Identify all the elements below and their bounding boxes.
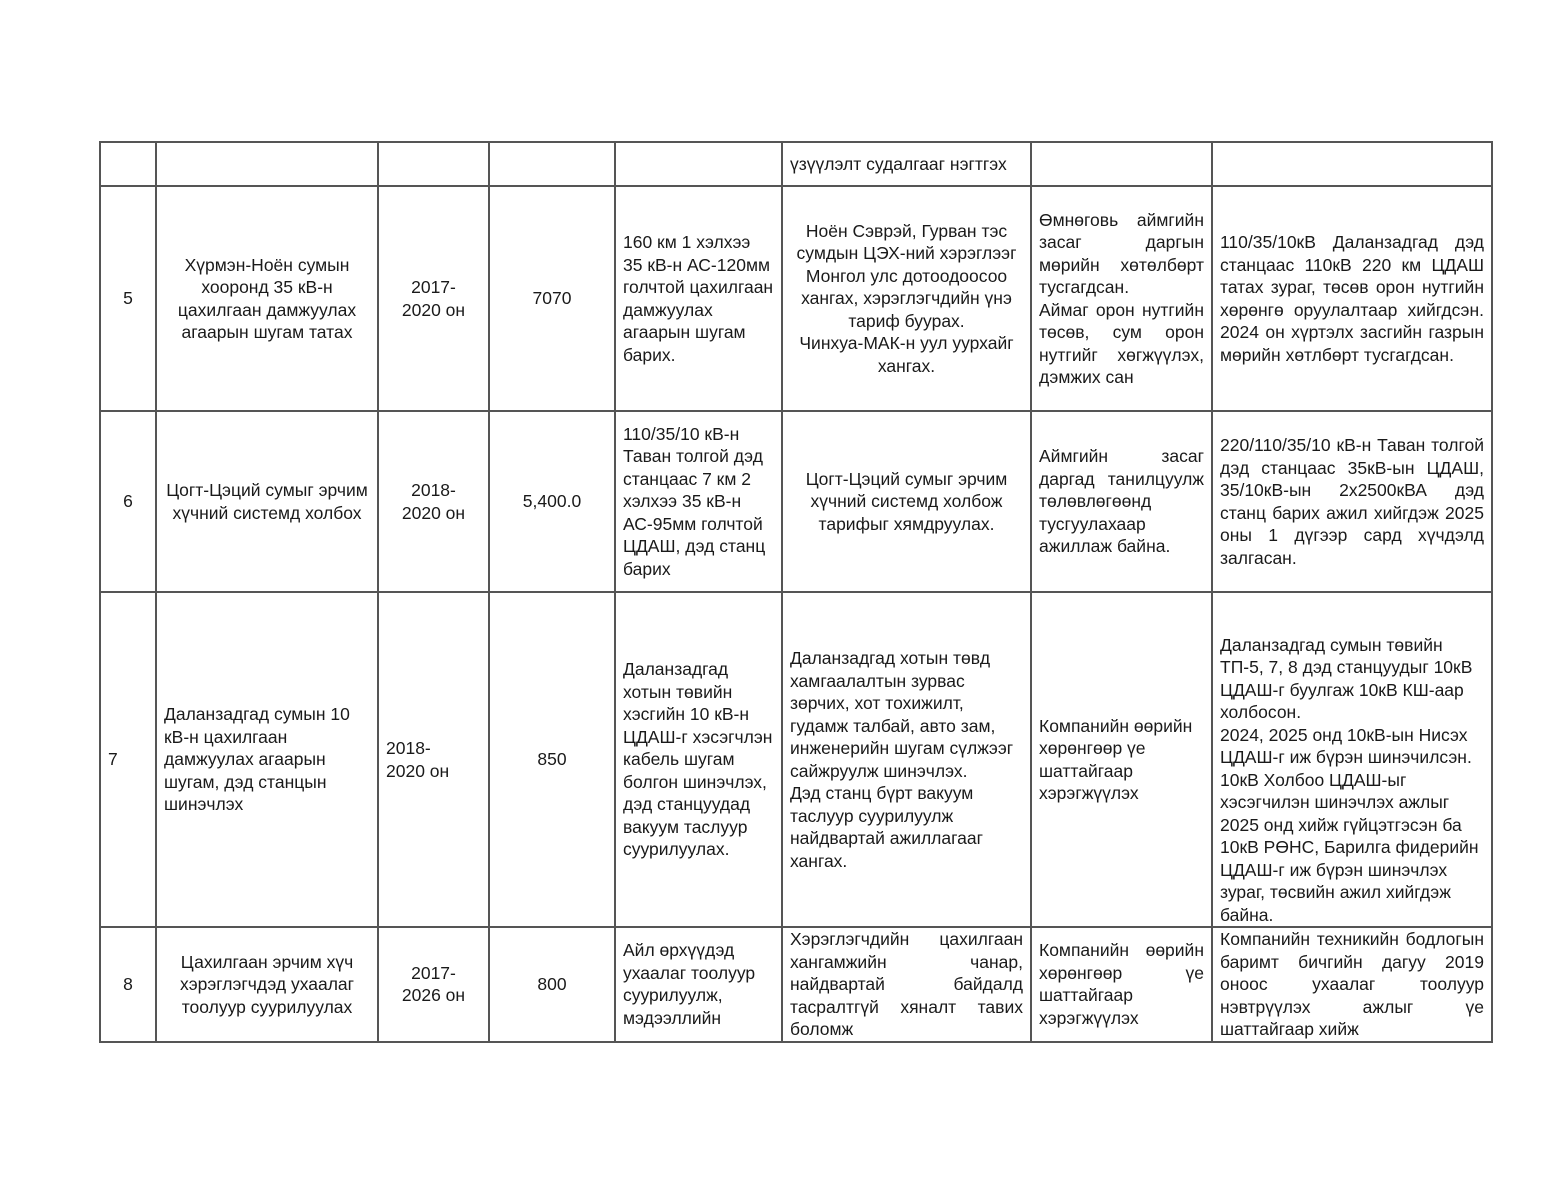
cell-status: Компанийн техникийн бодлогын баримт бичгийн дагуу 2019 оноос ухаалаг тоолуур нэвтрүүлэх ажлыг үе шаттайгаар хийж (1212, 927, 1492, 1042)
table-row (100, 411, 1492, 592)
cell-status: Даланзадгад сумын төвийн ТП-5, 7, 8 дэд станцуудыг 10кВ ЦДАШ-г буулгаж 10кВ КШ-аар холбосон. 2024, 2025 онд 10кВ-ын Нисэх ЦДАШ-г иж бүрэн шинэчилсэн. 10кВ Холбоо ЦДАШ-ыг хэсэгчилэн шинэчлэх ажлыг 2025 онд хийж гүйцэтгэсэн ба 10кВ РӨНС, Барилга фидерийн ЦДАШ-г иж бүрэн шинэчлэх зураг, төсвийн ажил хийгдэж байна. (1212, 592, 1492, 927)
cell-period (378, 142, 489, 186)
cell-funding: Компанийн өөрийн хөрөнгөөр үе шаттайгаар хэрэгжүүлэх (1031, 927, 1212, 1042)
cell-funding: Компанийн өөрийн хөрөнгөөр үе шаттайгаар хэрэгжүүлэх (1031, 592, 1212, 927)
cell-scope (615, 142, 782, 186)
cell-cost: 850 (489, 592, 615, 927)
table-row (100, 186, 1492, 411)
cell-benefit: үзүүлэлт судалгааг нэгтгэх (782, 142, 1031, 186)
cell-period: 2018- 2020 он (378, 411, 489, 592)
cell-project-name (156, 142, 378, 186)
cell-benefit: Ноён Сэврэй, Гурван тэс сумдын ЦЭХ-ний хэрэглээг Монгол улс дотоодоосоо хангах, хэрэглэгчдийн үнэ тариф буурах. Чинхуа-МАК-н уул уурхайг хангах. (782, 186, 1031, 411)
cell-number: 8 (100, 927, 156, 1042)
cell-cost: 800 (489, 927, 615, 1042)
cell-project-name: Хүрмэн-Ноён сумын хооронд 35 кВ-н цахилгаан дамжуулах агаарын шугам татах (156, 186, 378, 411)
cell-number: 5 (100, 186, 156, 411)
cell-funding: Өмнөговь аймгийн засаг даргын мөрийн хөтөлбөрт тусгагдсан. Аймаг орон нутгийн төсөв, сум орон нутгийг хөгжүүлэх, дэмжих сан (1031, 186, 1212, 411)
cell-scope: 160 км 1 хэлхээ 35 кВ-н АС-120мм голчтой цахилгаан дамжуулах агаарын шугам барих. (615, 186, 782, 411)
cell-status: 110/35/10кВ Даланзадгад дэд станцаас 110кВ 220 км ЦДАШ татах зураг, төсөв орон нутгийн хөрөнгө оруулалтаар хийгдсэн. 2024 он хүртэлх засгийн газрын мөрийн хөтлбөрт тусгагдсан. (1212, 186, 1492, 411)
project-table (99, 141, 1493, 1043)
cell-project-name: Даланзадгад сумын 10 кВ-н цахилгаан дамжуулах агаарын шугам, дэд станцын шинэчлэх (156, 592, 378, 927)
cell-benefit: Цогт-Цэций сумыг эрчим хүчний системд холбож тарифыг хямдруулах. (782, 411, 1031, 592)
cell-period: 2018- 2020 он (378, 592, 489, 927)
cell-funding (1031, 142, 1212, 186)
cell-scope: 110/35/10 кВ-н Таван толгой дэд станцаас 7 км 2 хэлхээ 35 кВ-н АС-95мм голчтой ЦДАШ, дэд станц барих (615, 411, 782, 592)
cell-period: 2017- 2026 он (378, 927, 489, 1042)
cell-number: 7 (100, 592, 156, 927)
cell-number (100, 142, 156, 186)
cell-scope: Даланзадгад хотын төвийн хэсгийн 10 кВ-н ЦДАШ-г хэсэгчлэн кабель шугам болгон шинэчлэх, дэд станцуудад вакуум таслуур суурилуулах. (615, 592, 782, 927)
table-row-continuation (100, 142, 1492, 186)
cell-status (1212, 142, 1492, 186)
cell-project-name: Цогт-Цэций сумыг эрчим хүчний системд холбох (156, 411, 378, 592)
cell-project-name: Цахилгаан эрчим хүч хэрэглэгчдэд ухаалаг тоолуур суурилуулах (156, 927, 378, 1042)
table-row (100, 592, 1492, 927)
table-row (100, 927, 1492, 1042)
cell-scope: Айл өрхүүдэд ухаалаг тоолуур суурилуулж, мэдээллийн (615, 927, 782, 1042)
cell-period: 2017- 2020 он (378, 186, 489, 411)
cell-funding: Аймгийн засаг даргад танилцуулж төлөвлөгөөнд тусгуулахаар ажиллаж байна. (1031, 411, 1212, 592)
cell-benefit: Даланзадгад хотын төвд хамгаалалтын зурвас зөрчих, хот тохижилт, гудамж талбай, авто зам, инженерийн шугам сүлжээг сайжруулж шинэчлэх. Дэд станц бүрт вакуум таслуур суурилуулж найдвартай ажиллагааг хангах. (782, 592, 1031, 927)
cell-cost: 5,400.0 (489, 411, 615, 592)
cell-number: 6 (100, 411, 156, 592)
cell-cost (489, 142, 615, 186)
cell-status: 220/110/35/10 кВ-н Таван толгой дэд станцаас 35кВ-ын ЦДАШ, 35/10кВ-ын 2х2500кВА дэд станц барих ажил хийгдэж 2025 оны 1 дүгээр сард хүчдэлд залгасан. (1212, 411, 1492, 592)
cell-benefit: Хэрэглэгчдийн цахилгаан хангамжийн чанар, найдвартай байдалд тасралтгүй хяналт тавих боломж (782, 927, 1031, 1042)
cell-cost: 7070 (489, 186, 615, 411)
